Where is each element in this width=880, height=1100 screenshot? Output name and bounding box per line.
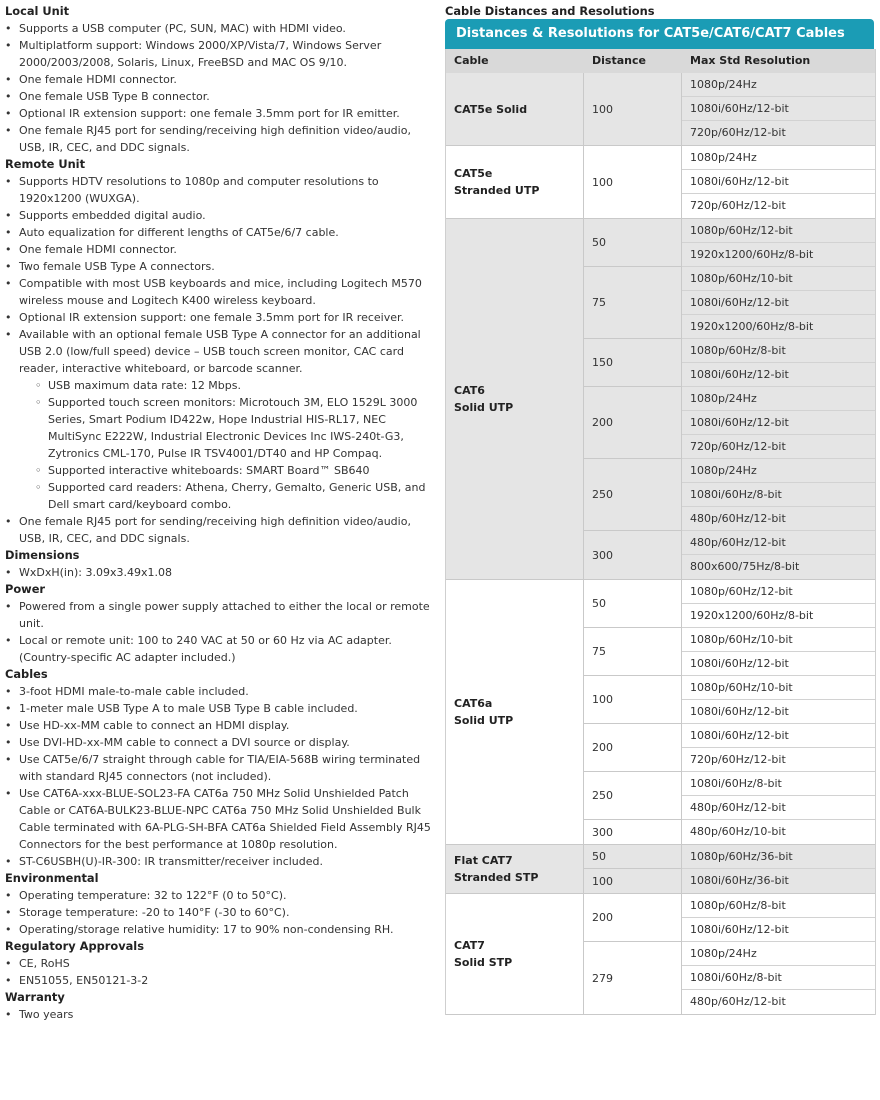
spec-item: [5, 122, 437, 156]
spec-item: [5, 717, 437, 734]
resolution-cell: 1080p/60Hz/8-bit: [682, 339, 875, 363]
cable-name-cell: [446, 894, 584, 1014]
section-title: Environmental: [5, 871, 99, 885]
spec-item-text: Use CAT6A-xxx-BLUE-SOL23-FA CAT6a 750 MHz Solid Unshielded Patch Cable or CAT6A-BULK23-BLUE-NPC CAT6a 750 MHz Solid Unshielded Bulk Cable terminated with 6A-PLG-SH-BFA CAT6a Shielded Field Assembly RJ45 Connectors for the best performance at 1080p resolution.: [19, 787, 431, 851]
spec-item: [5, 37, 437, 71]
spec-item: [5, 972, 437, 989]
spec-item-text: 1-meter male USB Type A to male USB Type B cable included.: [19, 702, 358, 715]
spec-item: [5, 683, 437, 700]
resolution-cell: 480p/60Hz/10-bit: [690, 825, 786, 838]
cable-name: Solid STP: [454, 956, 513, 969]
spec-item: [5, 173, 437, 207]
resolution-cell: 480p/60Hz/12-bit: [682, 531, 875, 555]
spec-item: [5, 258, 437, 275]
distance-cell: 250: [584, 772, 682, 820]
cable-name: CAT5e Solid: [454, 102, 528, 116]
spec-item-text: Operating temperature: 32 to 122°F (0 to 50°C).: [19, 889, 287, 902]
distance-cell: 100: [584, 676, 682, 724]
resolution-cell: 1080p/60Hz/8-bit: [682, 894, 875, 918]
resolution-cell: 480p/60Hz/12-bit: [690, 995, 786, 1008]
spec-items: [5, 887, 437, 938]
spec-list: [5, 3, 437, 1023]
distance-cell: 300: [584, 531, 682, 579]
resolution-cell: 1080p/24Hz: [682, 73, 875, 97]
resolution-cell: 480p/60Hz/12-bit: [682, 507, 875, 531]
spec-items: [5, 598, 437, 666]
distance-cell: 200: [584, 894, 682, 942]
spec-item-text: Optional IR extension support: one female 3.5mm port for IR emitter.: [19, 107, 400, 120]
resolution-cell: 720p/60Hz/12-bit: [690, 126, 786, 139]
resolution-cell: 1080i/60Hz/36-bit: [690, 874, 789, 887]
resolution-cell: 1080p/60Hz/36-bit: [682, 845, 875, 869]
cable-group: [446, 580, 875, 845]
spec-items: [5, 1006, 437, 1023]
spec-item-text: Powered from a single power supply attached to either the local or remote unit.: [19, 600, 430, 630]
resolution-cell: 720p/60Hz/12-bit: [690, 199, 786, 212]
resolution-cell: 1080p/24Hz: [682, 942, 875, 966]
distance-cell: 100: [584, 73, 682, 145]
resolution-cell: 480p/60Hz/12-bit: [682, 796, 875, 820]
spec-item-text: One female HDMI connector.: [19, 73, 177, 86]
resolution-column: [682, 73, 875, 145]
table-banner: Distances & Resolutions for CAT5e/CAT6/CAT7 Cables: [445, 19, 874, 49]
spec-item: [5, 88, 437, 105]
cable-name: Solid UTP: [454, 714, 514, 727]
spec-item: [5, 326, 437, 513]
spec-item-text: Storage temperature: -20 to 140°F (-30 to 60°C).: [19, 906, 290, 919]
resolution-cell: 1080i/60Hz/12-bit: [682, 700, 875, 724]
spec-item-text: Optional IR extension support: one female 3.5mm port for IR receiver.: [19, 311, 405, 324]
spec-item: [5, 513, 437, 547]
section-title: Warranty: [5, 990, 65, 1004]
section-title: Regulatory Approvals: [5, 939, 144, 953]
cable-name-cell: [446, 580, 584, 844]
header-resolution: Max Std Resolution: [690, 54, 811, 67]
resolution-column: [682, 580, 875, 844]
spec-item-text: Multiplatform support: Windows 2000/XP/Vista/7, Windows Server 2000/2003/2008, Solaris, Linux, FreeBSD and MAC OS 9/10.: [19, 39, 382, 69]
resolution-cell: 1080p/60Hz/10-bit: [682, 676, 875, 700]
cable-name-cell: [446, 219, 584, 579]
spec-item-text: Use HD-xx-MM cable to connect an HDMI display.: [19, 719, 290, 732]
spec-item-text: Supports a USB computer (PC, SUN, MAC) with HDMI video.: [19, 22, 346, 35]
spec-item-text: ST-C6USBH(U)-IR-300: IR transmitter/receiver included.: [19, 855, 324, 868]
spec-item: [5, 785, 437, 853]
spec-item: [5, 105, 437, 122]
resolution-cell: 1080p/60Hz/10-bit: [682, 267, 875, 291]
distance-cell: 75: [584, 267, 682, 339]
spec-item-text: One female USB Type B connector.: [19, 90, 210, 103]
spec-item-text: Two female USB Type A connectors.: [19, 260, 215, 273]
spec-item: [5, 1006, 437, 1023]
resolution-cell: 720p/60Hz/12-bit: [682, 435, 875, 459]
spec-item: [5, 20, 437, 37]
section-title: Dimensions: [5, 548, 80, 562]
spec-item-text: Two years: [19, 1008, 74, 1021]
resolution-cell: 1080i/60Hz/8-bit: [682, 772, 875, 796]
spec-item-text: Supports HDTV resolutions to 1080p and computer resolutions to 1920x1200 (WUXGA).: [19, 175, 379, 205]
spec-subitem: ◦ Supported touch screen monitors: Microtouch 3M, ELO 1529L 3000 Series, Smart Podium ID422w, Hope Industrial HIS-RL17, NEC MultiSync E222W, Industrial Electronic Devices Inc IWS-240t-G3, Zytronics CML-170, Pulse IR TSV4001/DT40 and HP Compaq.: [34, 394, 437, 462]
resolution-cell: 1080i/60Hz/8-bit: [682, 966, 875, 990]
section-title: Power: [5, 582, 46, 596]
distance-cell: 50: [584, 845, 682, 869]
spec-item-text: EN51055, EN50121-3-2: [19, 974, 149, 987]
distance-column: [584, 580, 682, 844]
spec-item: [5, 71, 437, 88]
resolution-cell: 1080i/60Hz/12-bit: [682, 724, 875, 748]
spec-item: [5, 921, 437, 938]
distance-cell: 100: [584, 869, 682, 893]
resolution-cell: 1080i/60Hz/12-bit: [682, 918, 875, 942]
cable-group: [446, 146, 875, 219]
cable-group: [446, 219, 875, 580]
spec-subitems: [19, 377, 437, 513]
spec-item: [5, 275, 437, 309]
spec-item-text: Local or remote unit: 100 to 240 VAC at 50 or 60 Hz via AC adapter. (Country-specific AC adapter included.): [19, 634, 392, 664]
spec-item: [5, 751, 437, 785]
section-title: Remote Unit: [5, 157, 86, 171]
distance-cell: 200: [584, 724, 682, 772]
resolution-column: [682, 146, 875, 218]
spec-items: [5, 564, 437, 581]
spec-item: [5, 853, 437, 870]
spec-subitem: ◦ Supported card readers: Athena, Cherry, Gemalto, Generic USB, and Dell smart card/keyboard combo.: [34, 479, 437, 513]
header-distance: Distance: [592, 54, 646, 67]
spec-item: [5, 598, 437, 632]
distance-column: [584, 219, 682, 579]
resolution-cell: 1080i/60Hz/12-bit: [682, 411, 875, 435]
spec-item: [5, 564, 437, 581]
spec-item-text: 3-foot HDMI male-to-male cable included.: [19, 685, 249, 698]
cable-name-cell: [446, 146, 584, 218]
spec-item-text: One female HDMI connector.: [19, 243, 177, 256]
header-cable: Cable: [454, 54, 489, 67]
spec-item-text: Auto equalization for different lengths of CAT5e/6/7 cable.: [19, 226, 339, 239]
resolution-cell: 1080i/60Hz/12-bit: [682, 363, 875, 387]
distance-cell: 50: [584, 580, 682, 628]
spec-items: [5, 683, 437, 870]
spec-subitem: ◦ Supported interactive whiteboards: SMART Board™ SB640: [34, 462, 437, 479]
resolution-cell: 1920x1200/60Hz/8-bit: [682, 315, 875, 339]
table-body: [446, 73, 875, 1015]
distance-cell: 150: [584, 339, 682, 387]
resolution-column: [682, 219, 875, 579]
resolution-cell: 1080p/24Hz: [682, 387, 875, 411]
spec-item-text: Supports embedded digital audio.: [19, 209, 206, 222]
spec-item-text: Use DVI-HD-xx-MM cable to connect a DVI source or display.: [19, 736, 350, 749]
cable-name: CAT7: [454, 939, 485, 952]
distance-cell: 75: [584, 628, 682, 676]
cable-name: Stranded UTP: [454, 184, 540, 197]
resolution-cell: 1080i/60Hz/12-bit: [682, 291, 875, 315]
resolution-cell: 800x600/75Hz/8-bit: [690, 560, 800, 573]
table-header: [446, 49, 875, 73]
cable-name: CAT6: [454, 384, 485, 397]
resolution-column: [682, 894, 875, 1014]
spec-item-text: One female RJ45 port for sending/receiving high definition video/audio, USB, IR, CEC, and DDC signals.: [19, 515, 411, 545]
cable-name: Solid UTP: [454, 401, 514, 414]
resolution-column: [682, 845, 875, 893]
spec-item-text: WxDxH(in): 3.09x3.49x1.08: [19, 566, 172, 579]
resolution-cell: 1080p/60Hz/10-bit: [682, 628, 875, 652]
cable-group: [446, 894, 875, 1015]
spec-item-text: One female RJ45 port for sending/receiving high definition video/audio, USB, IR, CEC, and DDC signals.: [19, 124, 411, 154]
cable-name: Flat CAT7: [454, 854, 513, 867]
resolution-cell: 1080i/60Hz/12-bit: [682, 652, 875, 676]
spec-item: [5, 904, 437, 921]
spec-items: [5, 20, 437, 156]
distance-cell: 250: [584, 459, 682, 531]
spec-item: [5, 309, 437, 326]
cable-distances-panel: [445, 3, 874, 1015]
spec-item: [5, 734, 437, 751]
spec-item-text: Available with an optional female USB Type A connector for an additional USB 2.0 (low/full speed) device – USB touch screen monitor, CAC card reader, interactive whiteboard, or barcode scanner.: [19, 328, 421, 375]
distance-cell: 100: [584, 146, 682, 218]
spec-item-text: Operating/storage relative humidity: 17 to 90% non-condensing RH.: [19, 923, 394, 936]
resolution-cell: 1080p/60Hz/12-bit: [682, 580, 875, 604]
cable-group: [446, 73, 875, 146]
spec-item: [5, 224, 437, 241]
spec-items: [5, 955, 437, 989]
resolution-cell: 1080p/60Hz/12-bit: [682, 219, 875, 243]
distance-cell: 300: [584, 820, 682, 844]
cable-group: [446, 845, 875, 894]
resolution-cell: 1080i/60Hz/12-bit: [682, 97, 875, 121]
cable-name: CAT5e: [454, 167, 493, 180]
cable-table: [445, 49, 876, 1015]
resolution-cell: 1080p/24Hz: [682, 146, 875, 170]
resolution-cell: 1080p/24Hz: [682, 459, 875, 483]
spec-item: [5, 955, 437, 972]
distance-column: [584, 845, 682, 893]
cable-name: CAT6a: [454, 697, 493, 710]
distance-cell: 279: [584, 942, 682, 1014]
spec-item-text: Compatible with most USB keyboards and mice, including Logitech M570 wireless mouse and Logitech K400 wireless keyboard.: [19, 277, 422, 307]
spec-item: [5, 632, 437, 666]
resolution-cell: 1920x1200/60Hz/8-bit: [682, 604, 875, 628]
distance-cell: 50: [584, 219, 682, 267]
resolution-cell: 1080i/60Hz/8-bit: [682, 483, 875, 507]
section-title: Cables: [5, 667, 48, 681]
cable-name-cell: [446, 73, 584, 145]
distance-cell: 200: [584, 387, 682, 459]
spec-item: [5, 887, 437, 904]
resolution-cell: 1080i/60Hz/12-bit: [682, 170, 875, 194]
resolution-cell: 1920x1200/60Hz/8-bit: [682, 243, 875, 267]
cable-name-cell: [446, 845, 584, 893]
resolution-cell: 720p/60Hz/12-bit: [682, 748, 875, 772]
section-title: Local Unit: [5, 4, 70, 18]
cable-name: Stranded STP: [454, 871, 539, 884]
spec-item-text: CE, RoHS: [19, 957, 70, 970]
spec-item: [5, 700, 437, 717]
spec-subitem: ◦ USB maximum data rate: 12 Mbps.: [34, 377, 437, 394]
spec-item: [5, 207, 437, 224]
distance-column: [584, 894, 682, 1014]
spec-items: [5, 173, 437, 547]
spec-item: [5, 241, 437, 258]
spec-item-text: Use CAT5e/6/7 straight through cable for TIA/EIA-568B wiring terminated with standard RJ45 connectors (not included).: [19, 753, 421, 783]
panel-title: Cable Distances and Resolutions: [445, 4, 655, 18]
distance-column: [584, 146, 682, 218]
distance-column: [584, 73, 682, 145]
